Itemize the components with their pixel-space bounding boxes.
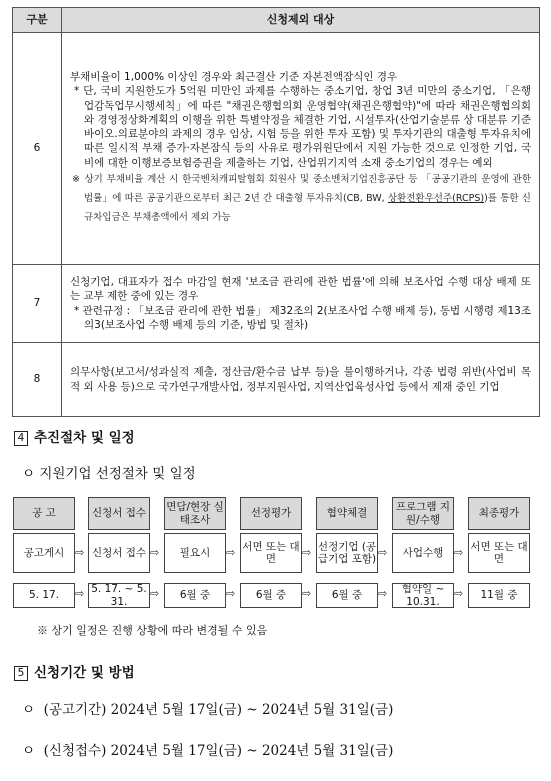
arrow-right-icon: ⇨ — [226, 587, 236, 600]
table-header-target: 신청제외 대상 — [62, 8, 540, 33]
section-number-box: 5 — [14, 666, 28, 681]
row-note: ※ 상기 부채비율 계산 시 한국벤처캐피탈협회 회원사 및 중소벤처기업진흥공단 등 「공공기관의 운영에 관한 법률」에 따른 공공기관으로부터 최근 2년 간 대출형 투자유치(CB, BW, 상환전환우선주(RCPS))를 통한 신규차입금은 부채총액에서 제외 가능 — [72, 174, 531, 224]
arrow-right-icon: ⇨ — [75, 587, 85, 600]
rcps-underlined: 상환전환우선주(RCPS) — [387, 193, 485, 205]
row-main-text: 부채비율이 1,000% 이상인 경우와 최근결산 기준 자본전액잠식인 경우 — [70, 70, 398, 83]
flow-step-head: 신청서 접수 — [88, 497, 150, 530]
arrow-right-icon: ⇨ — [150, 587, 160, 600]
flow-step-detail: 신청서 접수 — [88, 533, 150, 573]
flow-step-head: 면담/현장 실태조사 — [164, 497, 226, 530]
flow-step-date: 6월 중 — [164, 583, 226, 608]
period-line — [22, 698, 393, 718]
arrow-right-icon: ⇨ — [226, 546, 236, 559]
row-sub-text: * 단, 국비 지원한도가 5억원 미만인 과제를 수행하는 중소기업, 창업 3년 미만의 중소기업, 「은행업감독업무시행세칙」에 따른 "채권은행협의회 운영협약(채권은행협약)"에 따라 채권은행협의회와 경영정상화계획의 이행을 위한 특별약정을 체결한 기업, 시설투자(산업기술분류 상 대분류 기준 바이오.의료분야의 과제의 경우 임상, 시험 등을 위한 투자 포함) 및 투자기관의 대출형 투자유치에 따른 일시적 부채 증가·자본잠식 등의 사유로 평가위원단에서 지원 가능한 것으로 인정한 기업, 국비에 대한 이행보증보험증권을 제출하는 기업, 산업위기지역 소재 중소기업의 경우는 예외 — [74, 85, 531, 169]
flow-step-detail: 서면 또는 대면 — [468, 533, 530, 573]
flow-step-detail: 필요시 — [164, 533, 226, 573]
table-row — [13, 343, 540, 417]
period-text: 2024년 5월 17일(금) ~ 2024년 5월 31일(금) — [110, 702, 394, 718]
row-main-text: 의무사항(보고서/성과실적 제출, 정산금/환수금 납부 등)을 불이행하거나, 각종 법령 위반(사업비 목적 외 사용 등)으로 국가연구개발사업, 정부지원사업, 지역산업육성사업 등에서 제재 중인 기업 — [70, 366, 531, 393]
flow-step-detail: 사업수행 — [392, 533, 454, 573]
table-header-row — [13, 8, 540, 33]
arrow-right-icon: ⇨ — [302, 546, 312, 559]
row-content — [62, 265, 540, 343]
table-row — [13, 265, 540, 343]
flow-step-detail: 서면 또는 대면 — [240, 533, 302, 573]
row-content — [62, 343, 540, 417]
bullet: ㅇ — [22, 743, 36, 759]
period-text: 2024년 5월 17일(금) ~ 2024년 5월 31일(금) — [110, 743, 394, 759]
flow-step-date: 11월 중 — [468, 583, 530, 608]
row-content — [62, 33, 540, 265]
period-label: (신청접수) — [43, 743, 107, 759]
flow-step-head: 공 고 — [13, 497, 75, 530]
table-header-category: 구분 — [13, 8, 62, 33]
flow-step-date: 5. 17. ~ 5. 31. — [88, 583, 150, 608]
flow-step-head: 협약체결 — [316, 497, 378, 530]
period-label: (공고기간) — [43, 702, 107, 718]
arrow-right-icon: ⇨ — [75, 546, 85, 559]
section-number-box: 4 — [14, 431, 28, 446]
arrow-right-icon: ⇨ — [378, 546, 388, 559]
process-intro: ㅇ 지원기업 선정절차 및 일정 — [22, 466, 196, 482]
arrow-right-icon: ⇨ — [378, 587, 388, 600]
table-row — [13, 33, 540, 265]
section-4-header — [14, 426, 135, 446]
flow-step-date: 6월 중 — [240, 583, 302, 608]
section-5-header — [14, 661, 135, 681]
arrow-right-icon: ⇨ — [454, 546, 464, 559]
row-number: 6 — [13, 33, 62, 265]
arrow-right-icon: ⇨ — [454, 587, 464, 600]
bullet: ㅇ — [22, 702, 36, 718]
row-number: 7 — [13, 265, 62, 343]
flow-step-date: 협약일 ~ 10.31. — [392, 583, 454, 608]
flow-step-head: 최종평가 — [468, 497, 530, 530]
arrow-right-icon: ⇨ — [150, 546, 160, 559]
flow-step-head: 선정평가 — [240, 497, 302, 530]
flow-step-detail: 공고게시 — [13, 533, 75, 573]
arrow-right-icon: ⇨ — [302, 587, 312, 600]
period-line — [22, 739, 393, 759]
section-5-title: 신청기간 및 방법 — [34, 665, 135, 681]
flow-step-date: 5. 17. — [13, 583, 75, 608]
flow-step-date: 6월 중 — [316, 583, 378, 608]
flow-step-detail: 선정기업 (공급기업 포함) — [316, 533, 378, 573]
row-number: 8 — [13, 343, 62, 417]
row-sub-text: * 관련규정 : 「보조금 관리에 관한 법률」 제32조의 2(보조사업 수행 배제 등), 동법 시행령 제13조의3(보조사업 수행 배제 등의 기준, 방법 및 절차) — [74, 304, 531, 331]
flow-step-head: 프로그램 지원/수행 — [392, 497, 454, 530]
row-main-text: 신청기업, 대표자가 접수 마감일 현재 '보조금 관리에 관한 법률'에 의해 보조사업 수행 대상 배제 또는 교부 제한 중에 있는 경우 — [70, 275, 531, 303]
exclusion-table — [12, 7, 540, 417]
schedule-note: ※ 상기 일정은 진행 상황에 따라 변경될 수 있음 — [37, 624, 268, 637]
section-4-title: 추진절차 및 일정 — [34, 430, 135, 446]
